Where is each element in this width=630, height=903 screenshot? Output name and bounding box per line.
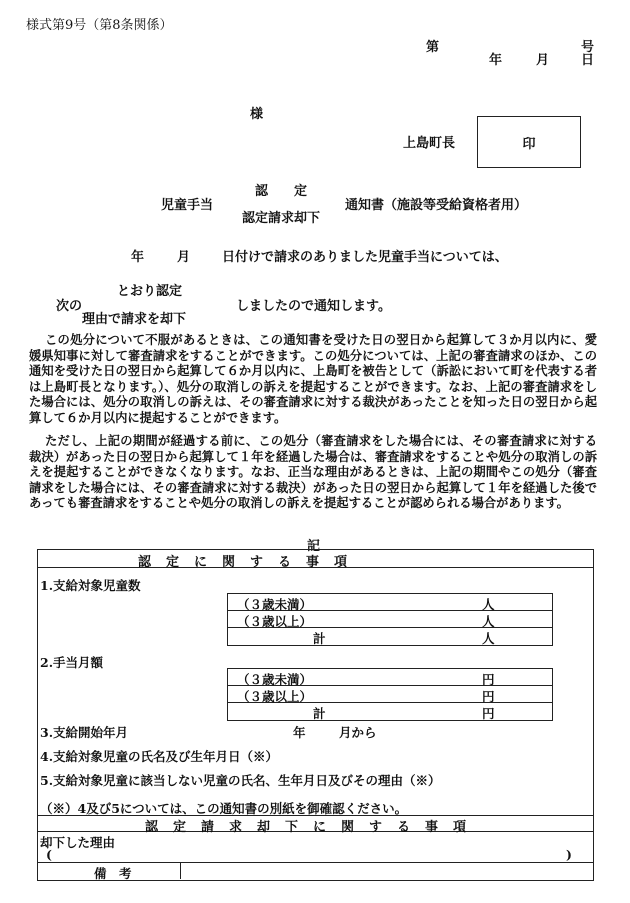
intro-year: 年 — [131, 250, 145, 265]
body-paragraph-2: ただし、上記の期間が経過する前に、この処分（審査請求をした場合には、その審査請求に対する裁決）があった日の翌日から起算して１年を経過した場合は、審査請求をすることや処分の取消しの訴えを提起することができなくなります。なお、正当な理由があるときは、上記の期間やこの処分（審査請求をした場合には、その審査請求に対する裁決）があった日の翌日から起算して１年を経過した後であっても審査請求をすることや処分の取消しの訴えを提起することが認められる場合があります。 — [29, 433, 597, 510]
number-go: 号 — [581, 40, 595, 55]
date-month: 月 — [536, 53, 550, 68]
seal-box — [477, 116, 581, 168]
title-tsuchisho: 通知書（施設等受給資格者用） — [345, 198, 528, 213]
intro-option-kyakka: 理由で請求を却下 — [82, 312, 187, 327]
date-day: 日 — [581, 53, 595, 68]
item1-total-label: 計 — [313, 631, 326, 646]
item5-label: 5.支給対象児童に該当しない児童の氏名、生年月日及びその理由（※） — [40, 773, 441, 788]
date-year: 年 — [489, 53, 503, 68]
item2-row2-label: （３歳以上） — [237, 689, 313, 704]
item2-total-label: 計 — [313, 706, 326, 721]
item2-total-unit: 円 — [482, 706, 495, 721]
addressee-sama: 様 — [250, 107, 264, 122]
intro-notify: しましたので通知します。 — [236, 299, 391, 314]
title-kyakka: 認定請求却下 — [242, 211, 321, 226]
item1-row1-unit: 人 — [482, 597, 495, 612]
intro-month: 月 — [177, 250, 191, 265]
number-dai: 第 — [426, 40, 440, 55]
item2-row1-unit: 円 — [482, 672, 495, 687]
row-divider — [37, 862, 593, 863]
ki-label: 記 — [307, 539, 321, 554]
intro-tsugi: 次の — [56, 299, 83, 314]
kyakka-reason-label: 却下した理由 — [40, 835, 116, 850]
title-nintei: 認 定 — [255, 184, 308, 199]
item3-label: 3.支給開始年月 — [40, 725, 129, 740]
title-jidouteate: 児童手当 — [161, 198, 214, 213]
issuer-mayor: 上島町長 — [403, 136, 456, 151]
biko-label: 備 考 — [94, 866, 132, 881]
item2-row1-label: （３歳未満） — [237, 672, 313, 687]
column-divider — [180, 862, 181, 879]
item1-row2-unit: 人 — [482, 614, 495, 629]
nintei-heading: 認 定 に 関 す る 事 項 — [138, 555, 349, 570]
item3-year: 年 — [293, 725, 306, 740]
item1-row2-label: （３歳以上） — [237, 614, 313, 629]
item2-label: 2.手当月額 — [40, 655, 104, 670]
item3-from: 月から — [339, 725, 377, 740]
form-id: 様式第9号（第8条関係） — [26, 18, 173, 33]
note-text: （※）4及び5については、この通知書の別紙を御確認ください。 — [40, 801, 408, 816]
item2-row2-unit: 円 — [482, 689, 495, 704]
seal-label: 印 — [522, 136, 536, 152]
reason-paren-close: ) — [566, 847, 572, 862]
kyakka-heading: 認 定 請 求 却 下 に 関 す る 事 項 — [145, 820, 468, 835]
intro-text: 日付けで請求のありました児童手当については、 — [222, 250, 508, 265]
item1-total-unit: 人 — [482, 631, 495, 646]
item1-label: 1.支給対象児童数 — [40, 578, 141, 593]
intro-option-nintei: とおり認定 — [117, 284, 183, 299]
reason-paren-open: ( — [46, 847, 52, 862]
item4-label: 4.支給対象児童の氏名及び生年月日（※） — [40, 749, 279, 764]
item1-row1-label: （３歳未満） — [237, 597, 313, 612]
body-paragraph-1: この処分について不服があるときは、この通知書を受けた日の翌日から起算して３か月以内に、愛媛県知事に対して審査請求をすることができます。この処分については、上記の審査請求のほか、この通知を受けた日の翌日から起算して６か月以内に、上島町を被告として（訴訟において町を代表する者は上島町長となります。）、処分の取消しの訴えを提起することができます。なお、上記の審査請求をした場合には、処分の取消しの訴えは、その審査請求に対する裁決があったことを知った日の翌日から起算して６か月以内に提起することができます。 — [29, 332, 597, 425]
